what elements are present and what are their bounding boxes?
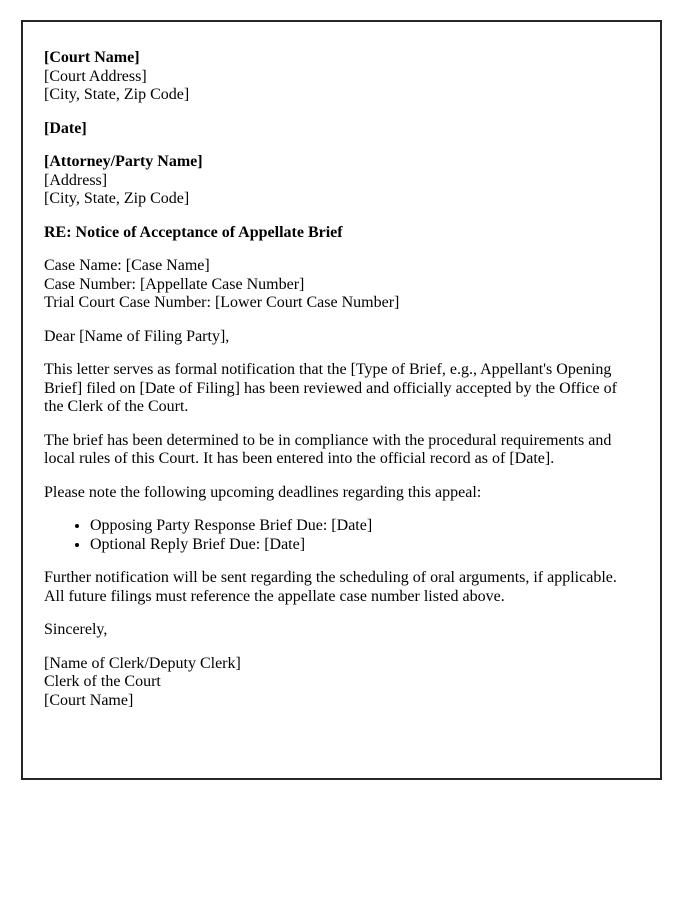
court-address: [Court Address] bbox=[44, 67, 147, 85]
court-name: [Court Name] bbox=[44, 49, 140, 66]
deadline-item-reply-brief: • Optional Reply Brief Due: [Date] bbox=[90, 536, 629, 555]
recipient-address: [Address] bbox=[44, 171, 108, 189]
case-number-line: Case Number: [Appellate Case Number] bbox=[44, 275, 305, 293]
signature-block bbox=[44, 655, 629, 711]
case-name-line: Case Name: [Case Name] bbox=[44, 257, 210, 274]
court-address-block bbox=[44, 49, 629, 105]
trial-court-case-number-line: Trial Court Case Number: [Lower Court Case Number] bbox=[44, 294, 400, 311]
closing: Sincerely, bbox=[44, 621, 108, 638]
letter-date: [Date] bbox=[44, 119, 87, 137]
clerk-title: Clerk of the Court bbox=[44, 673, 161, 690]
case-info-block bbox=[44, 257, 629, 313]
clerk-name: [Name of Clerk/Deputy Clerk] bbox=[44, 654, 241, 672]
subject-line: RE: Notice of Acceptance of Appellate Brief bbox=[44, 223, 343, 241]
body-paragraph-3: Please note the following upcoming deadlines regarding this appeal: bbox=[44, 483, 482, 501]
deadline-item-response-brief: • Opposing Party Response Brief Due: [Date] bbox=[90, 517, 629, 536]
body-paragraph-4: Further notification will be sent regarding the scheduling of oral arguments, if applicable. All future filings must reference the appellate case number listed above. bbox=[44, 569, 617, 605]
recipient-name: [Attorney/Party Name] bbox=[44, 153, 203, 170]
court-city-state-zip: [City, State, Zip Code] bbox=[44, 86, 190, 103]
recipient-address-block bbox=[44, 153, 629, 209]
body-paragraph-2: The brief has been determined to be in compliance with the procedural requirements and local rules of this Court. It has been entered into the official record as of [Date]. bbox=[44, 431, 612, 467]
salutation: Dear [Name of Filing Party], bbox=[44, 327, 230, 345]
letter-page bbox=[21, 20, 662, 780]
signature-court-name: [Court Name] bbox=[44, 691, 134, 709]
deadlines-list bbox=[44, 517, 629, 554]
recipient-city-state-zip: [City, State, Zip Code] bbox=[44, 190, 190, 207]
body-paragraph-1: This letter serves as formal notification that the [Type of Brief, e.g., Appellant's Opening Brief] filed on [Date of Filing] has been reviewed and officially accepted by the Office of the Clerk of the Court. bbox=[44, 361, 617, 415]
